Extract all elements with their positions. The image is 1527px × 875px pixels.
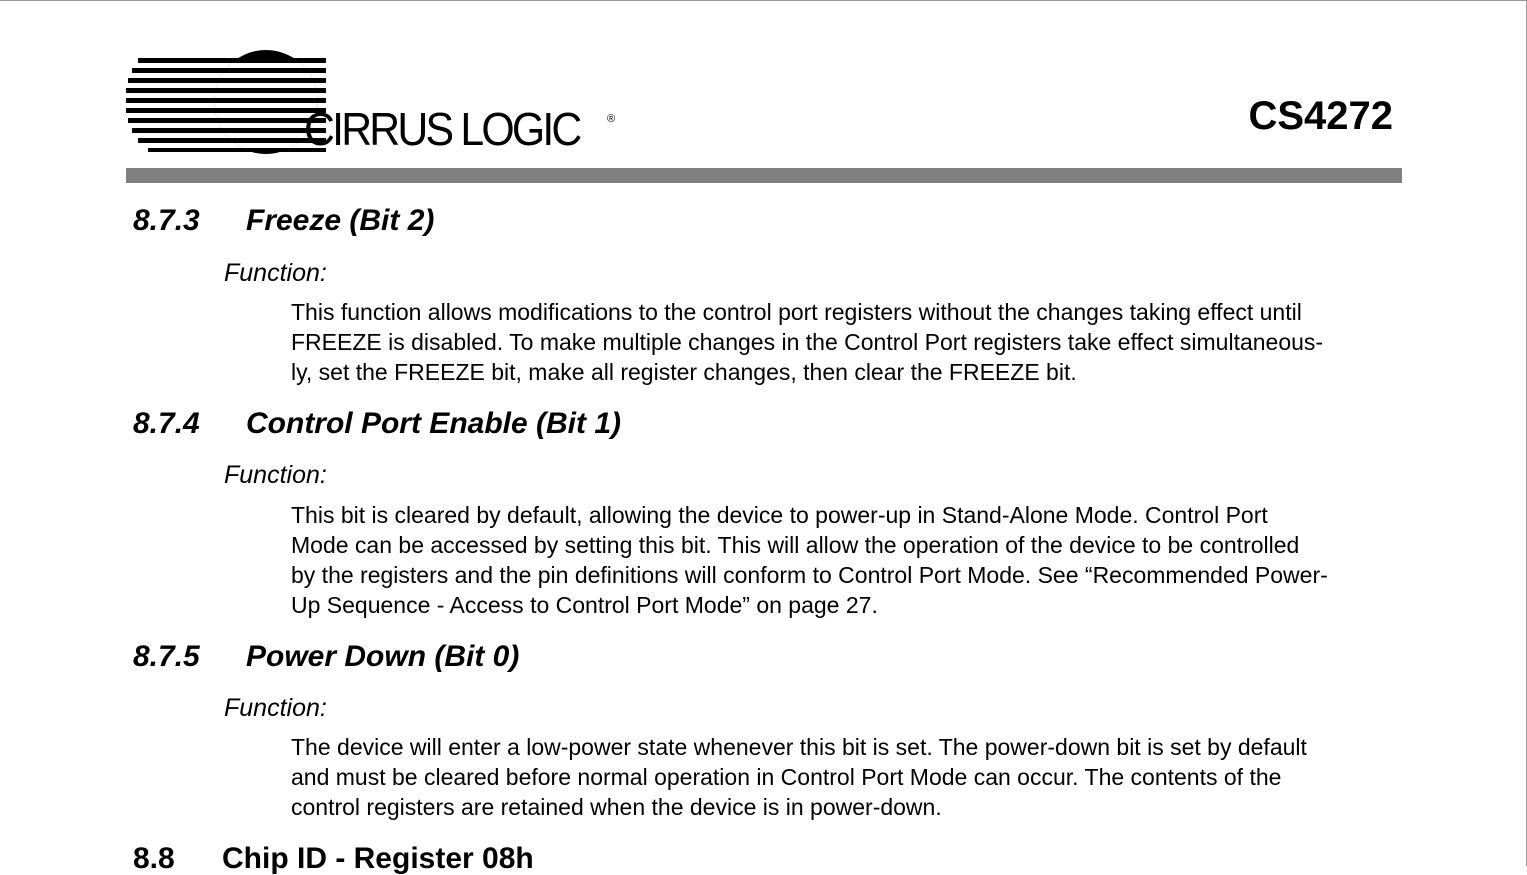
logo-registered-mark: ® (607, 113, 616, 125)
cirrus-logic-logo (126, 48, 626, 160)
section-number: 8.7.3 (133, 204, 200, 237)
logo-globe-icon (126, 48, 326, 160)
section-title: Power Down (Bit 0) (246, 640, 520, 673)
paragraph-line: ly, set the FREEZE bit, make all register changes, then clear the FREEZE bit. (291, 359, 1077, 385)
paragraph-line: Up Sequence - Access to Control Port Mode” on page 27. (291, 592, 878, 618)
page-border-top (0, 0, 1527, 1)
section-heading-8-7-5 (133, 642, 519, 672)
document-part-number: CS4272 (1248, 94, 1393, 138)
section-heading-8-7-4 (133, 409, 621, 439)
paragraph-line: FREEZE is disabled. To make multiple changes in the Control Port registers take effect simultaneous- (291, 329, 1324, 355)
section-number: 8.7.5 (133, 640, 200, 673)
paragraph-line: control registers are retained when the device is in power-down. (291, 794, 942, 820)
function-label: Function: (224, 694, 327, 722)
paragraph-line: Mode can be accessed by setting this bit. This will allow the operation of the device to be controlled (291, 532, 1300, 558)
section-paragraph (291, 500, 1401, 620)
section-number: 8.7.4 (133, 407, 200, 440)
section-title: Freeze (Bit 2) (246, 204, 435, 237)
header-rule (126, 168, 1402, 183)
section-paragraph (291, 732, 1401, 822)
function-label: Function: (224, 461, 327, 489)
logo-text: CIRRUS LOGIC (304, 103, 580, 155)
section-heading-8-8 (133, 844, 534, 874)
section-title: Chip ID - Register 08h (222, 842, 534, 875)
paragraph-line: The device will enter a low-power state whenever this bit is set. The power-down bit is set by default (291, 734, 1307, 760)
paragraph-line: This bit is cleared by default, allowing the device to power-up in Stand-Alone Mode. Control Port (291, 502, 1268, 528)
paragraph-line: by the registers and the pin definitions will conform to Control Port Mode. See “Recommended Power- (291, 562, 1328, 588)
section-number: 8.8 (133, 842, 175, 875)
function-label: Function: (224, 259, 327, 287)
paragraph-line: This function allows modifications to the control port registers without the changes taking effect until (291, 299, 1302, 325)
section-paragraph (291, 297, 1401, 387)
section-heading-8-7-3 (133, 206, 434, 236)
section-title: Control Port Enable (Bit 1) (246, 407, 621, 440)
paragraph-line: and must be cleared before normal operation in Control Port Mode can occur. The contents of the (291, 764, 1282, 790)
